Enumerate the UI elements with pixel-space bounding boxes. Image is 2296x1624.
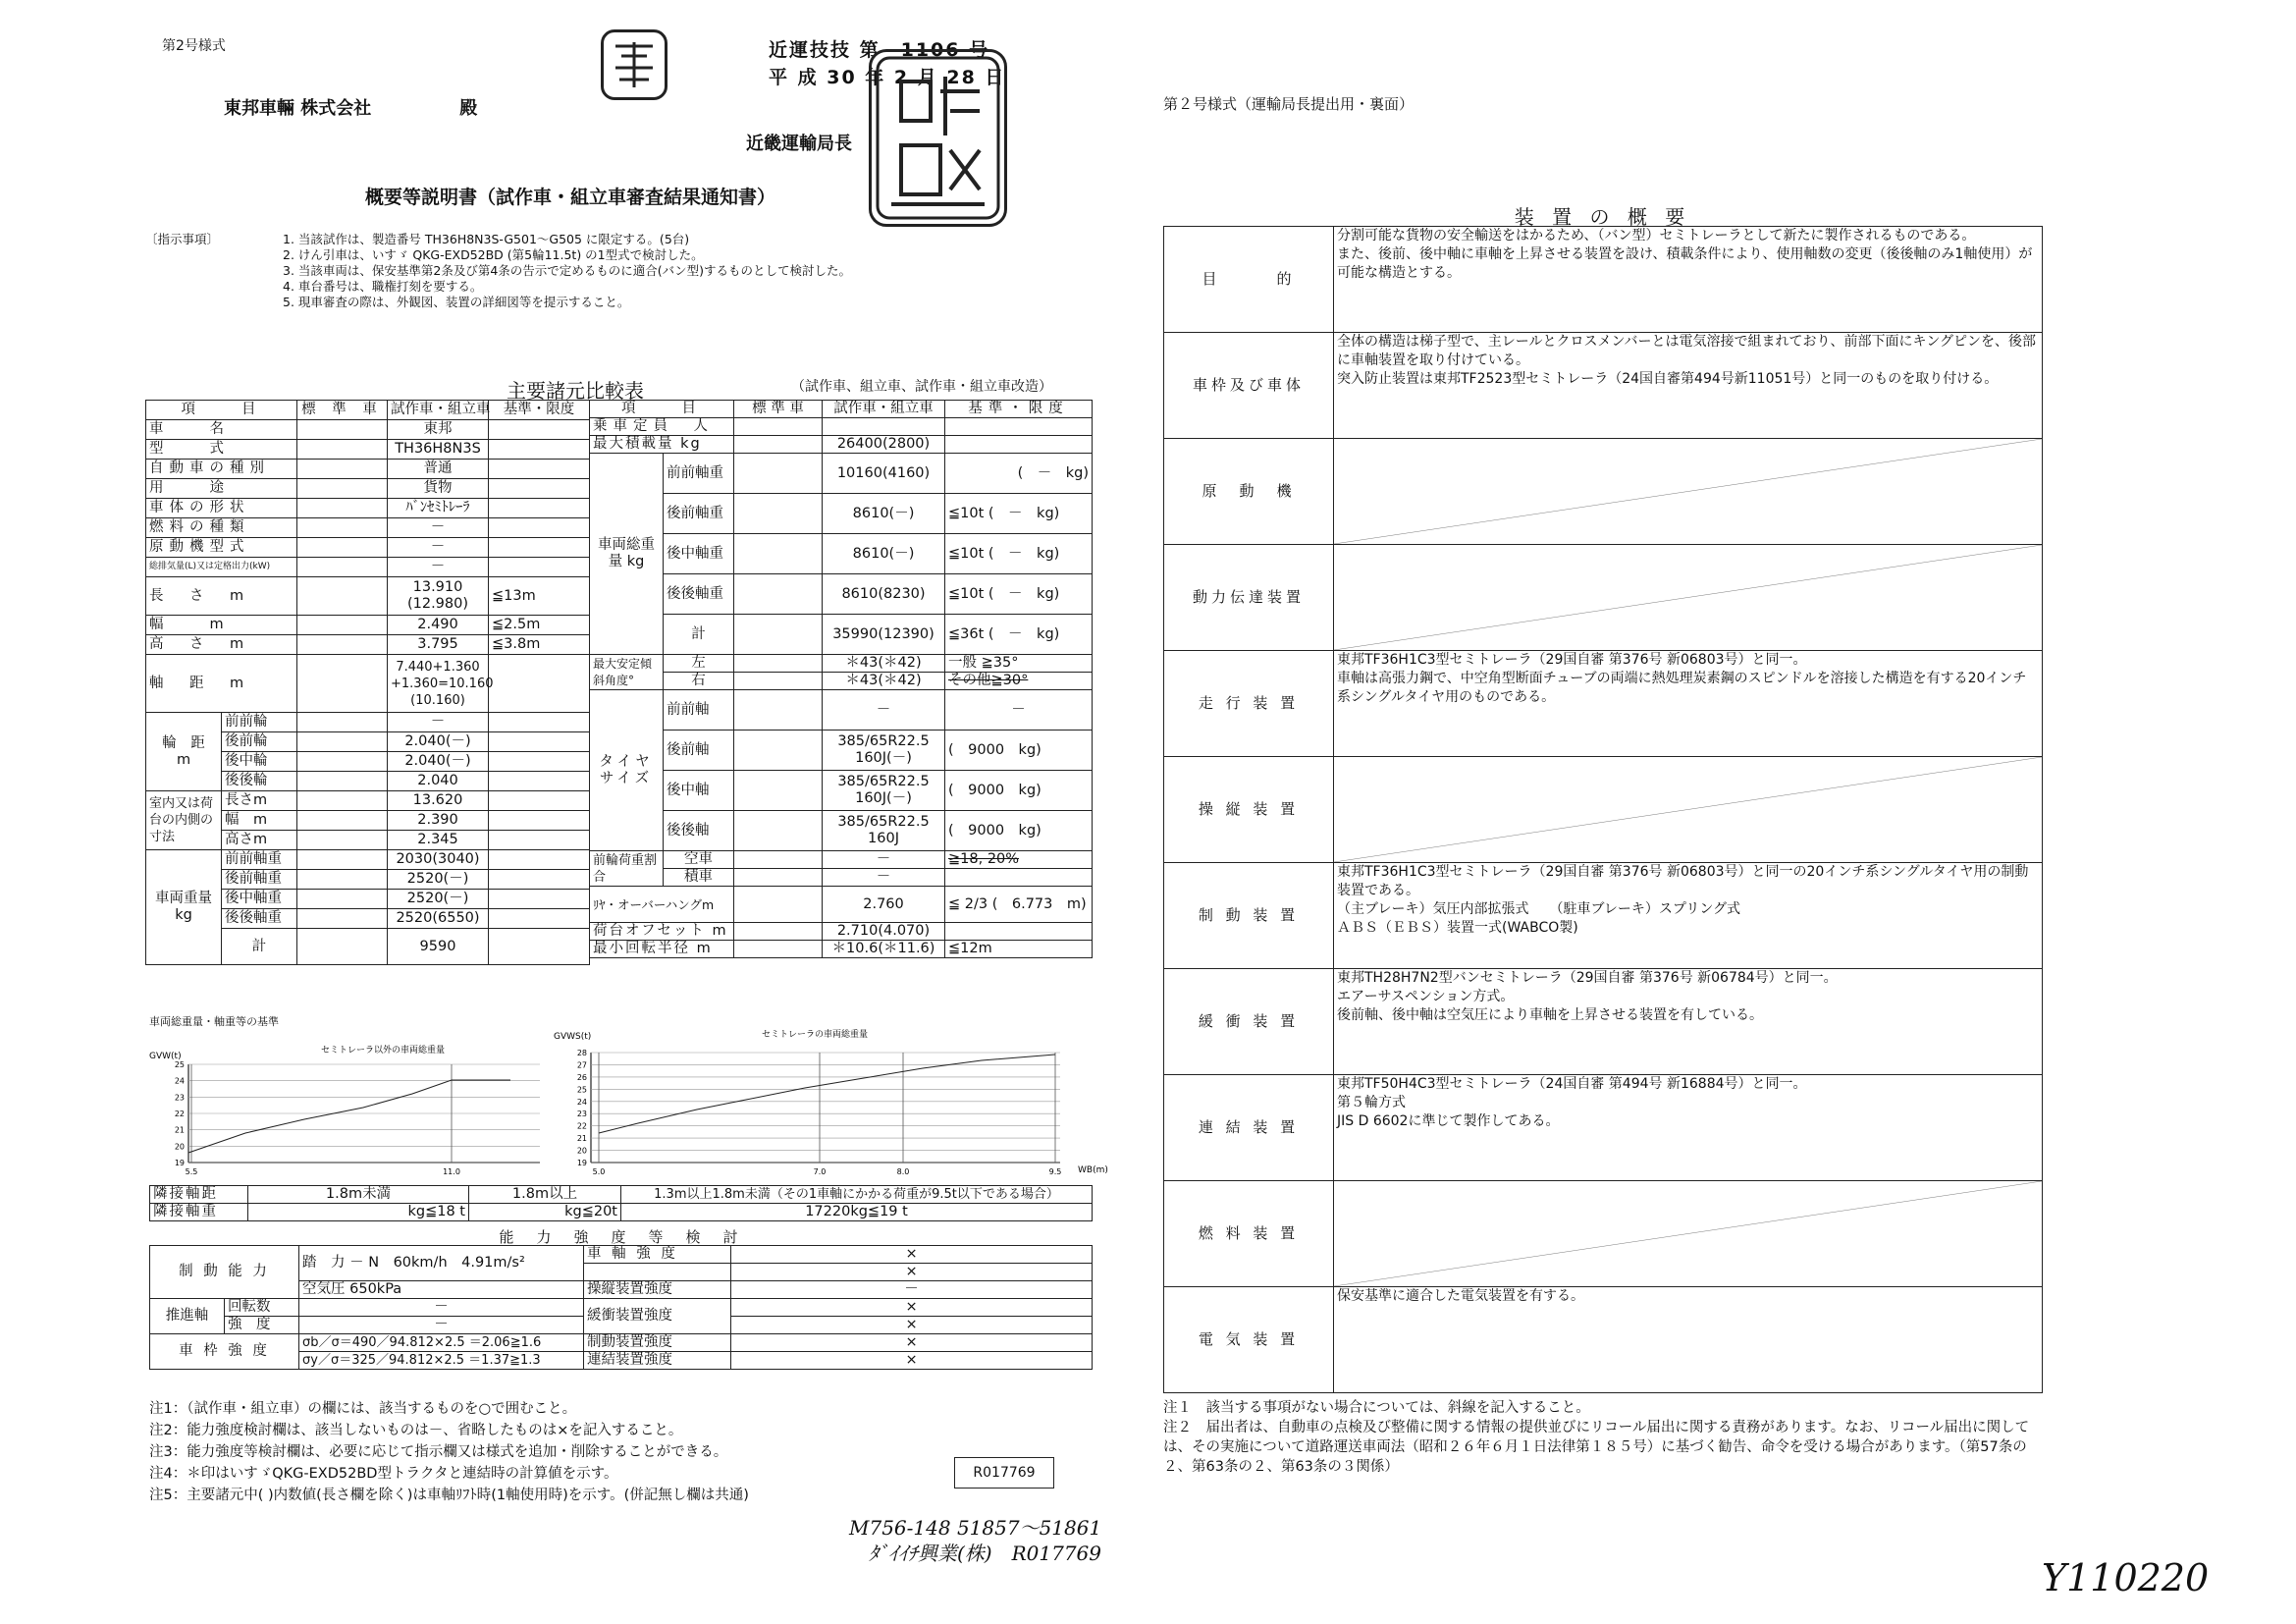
stability-row-limit: 一般 ≧35° [945, 655, 1093, 673]
device-row [1164, 439, 2043, 545]
turning-radius-limit: ≦12m [945, 941, 1093, 958]
cargo-row-name: 幅 m [222, 811, 297, 831]
drive-row-value: － [299, 1299, 584, 1317]
y-tick-label: 22 [174, 1110, 185, 1118]
form-label-right: 第２号様式（運輸局長提出用・裏面） [1163, 95, 1415, 113]
turning-radius-label: 最小回転半径 m [590, 941, 734, 958]
tread-row-value: － [388, 713, 489, 732]
device-row [1164, 227, 2043, 333]
offset-value: 2.710(4.070) [823, 923, 945, 941]
weight-row-name: 後後軸重 [222, 909, 297, 929]
tire-row-limit: ( 9000 kg) [945, 731, 1093, 771]
weight-row-value: 9590 [388, 929, 489, 965]
row-label: 車体の形状 [146, 499, 297, 518]
device-row [1164, 1287, 2043, 1393]
right-title: 装 置 の 概 要 [1514, 205, 1691, 229]
check-value: × [731, 1264, 1093, 1281]
height-label: 高 さ m [146, 635, 297, 655]
handwritten-note-1: M756-148 51857～51861 [849, 1516, 1102, 1540]
stability-row-value: ＊43(＊42) [823, 673, 945, 690]
length-value: 13.910 (12.980) [388, 577, 489, 616]
cargo-label: 室内又は荷台の内側の寸法 [146, 791, 222, 850]
frame-strength-label: 車 枠 強 度 [150, 1334, 299, 1370]
device-row [1164, 969, 2043, 1075]
device-description [1334, 1181, 2043, 1287]
device-label: 制 動 装 置 [1164, 863, 1334, 969]
spec-table-left [145, 400, 590, 965]
chart-xlabel: WB(m) [1078, 1165, 1108, 1175]
tire-row-name: 前前軸 [664, 690, 734, 731]
front-load-row-limit: ≧18, 20% [945, 851, 1093, 869]
note: 注１ 該当する事項がない場合については、斜線を記入すること。 [1163, 1400, 1590, 1416]
device-label: 走 行 装 置 [1164, 651, 1334, 757]
cargo-row-name: 高さm [222, 831, 297, 850]
device-description: 東邦TH28H7N2型バンセミトレーラ（29国自審 第376号 新06784号）と同一。 エアーサスペンション方式。 後前軸、後中軸は空気圧により車軸を上昇させる装置を有している。 [1334, 969, 2043, 1075]
weight-row-value: 2520(－) [388, 890, 489, 909]
weight-row-value: 2520(6550) [388, 909, 489, 929]
tread-row-name: 後中輪 [222, 752, 297, 772]
adjacent-cell: kg≦18 t [248, 1204, 469, 1221]
addressee: 東邦車輛 株式会社 殿 [224, 98, 478, 119]
tread-row-value: 2.040(－) [388, 732, 489, 752]
overhang-value: 2.760 [823, 887, 945, 923]
device-row [1164, 863, 2043, 969]
gross-row-name: 後前軸重 [664, 494, 734, 534]
adjacent-label: 隣接軸距 [150, 1186, 248, 1204]
height-value: 3.795 [388, 635, 489, 655]
approval-stamp [601, 29, 667, 100]
instruction-2: 2. けん引車は、いすゞ QKG-EXD52BD (第5輪11.5t) の1型式で検討した。 [283, 247, 704, 262]
row-label: 乗車定員 人 [590, 418, 734, 436]
x-tick-label: 8.0 [896, 1167, 910, 1176]
tread-row-value: 2.040 [388, 772, 489, 791]
y-tick-label: 19 [576, 1159, 587, 1167]
tire-row-value: 385/65R22.5 160J(－) [823, 731, 945, 771]
row-label: 燃料の種類 [146, 518, 297, 538]
device-row [1164, 1075, 2043, 1181]
row-value: ﾊﾞﾝｾﾐﾄﾚｰﾗ [388, 499, 489, 518]
weight-row-name: 後前軸重 [222, 870, 297, 890]
chart-title: セミトレーラの車両総重量 [761, 1030, 869, 1040]
row-label: 最大積載量 kg [590, 436, 734, 454]
row-value: 東邦 [388, 420, 489, 440]
x-tick-label: 9.5 [1048, 1167, 1062, 1176]
device-label: 連 結 装 置 [1164, 1075, 1334, 1181]
device-label: 燃 料 装 置 [1164, 1181, 1334, 1287]
y-tick-label: 25 [576, 1085, 587, 1095]
device-row [1164, 757, 2043, 863]
capacity-table [149, 1245, 1093, 1370]
cargo-row-name: 長さm [222, 791, 297, 811]
check-value: × [731, 1334, 1093, 1352]
front-load-label: 前輪荷重割合 [590, 851, 664, 887]
instruction-4: 4. 車台番号は、職権打刻を要する。 [283, 279, 483, 294]
doc-number: 近運技技 第 1106 号 [769, 39, 990, 61]
device-overview-table [1163, 226, 2043, 1393]
device-description [1334, 439, 2043, 545]
spec-table-right [589, 400, 1093, 958]
issuer: 近畿運輸局長 [746, 134, 852, 154]
y-tick-label: 25 [174, 1060, 185, 1069]
x-tick-label: 11.0 [443, 1167, 460, 1176]
row-label: 原動機型式 [146, 538, 297, 558]
note: 注２ 届出者は、自動車の点検及び整備に関する情報の提供並びにリコール届出に関する責務があります。なお、リコール届出に関しては、その実施について道路運送車両法（昭和２６年６月１日法律第１８５号）に基づく勧告、命令を受ける場合があります。（第57条の２、第63条の２、第63条の３関係） [1163, 1420, 2030, 1475]
device-description: 全体の構造は梯子型で、主レールとクロスメンバーとは電気溶接で組まれており、前部下面にキングピンを、後部に車軸装置を取り付けている。 突入防止装置は東邦TF2523型セミトレーラ（24国自審第494号新11051号）と同一のものを取り付ける。 [1334, 333, 2043, 439]
row-value: － [388, 518, 489, 538]
row-value: － [388, 538, 489, 558]
y-tick-label: 24 [576, 1097, 587, 1107]
check-name [584, 1264, 731, 1281]
header-prototype: 試作車・組立車 [823, 401, 945, 418]
device-label: 車枠及び車体 [1164, 333, 1334, 439]
width-limit: ≦2.5m [489, 616, 590, 635]
instruction-1: 1. 当該試作は、製造番号 TH36H8N3S-G501～G505 に限定する。(5台) [283, 232, 690, 246]
wheelbase-label: 軸 距 m [146, 655, 297, 713]
front-load-row-name: 積車 [664, 869, 734, 887]
device-label: 緩 衝 装 置 [1164, 969, 1334, 1075]
y-tick-label: 23 [576, 1110, 587, 1119]
adjacent-cell: 1.8m以上 [469, 1186, 621, 1204]
front-load-row-value: － [823, 851, 945, 869]
device-description: 東邦TF36H1C3型セミトレーラ（29国自審 第376号 新06803号）と同一の20インチ系シングルタイヤ用の制動装置である。 （主ブレーキ）気圧内部拡張式 （駐車ブレーキ）スプリング式 ＡＢＳ（ＥＢＳ）装置一式(WABCO製) [1334, 863, 2043, 969]
gross-row-value: 8610(－) [823, 534, 945, 574]
gross-weight-label: 車両総重量 kg [590, 454, 664, 655]
check-value: × [731, 1352, 1093, 1370]
tread-row-value: 2.040(－) [388, 752, 489, 772]
tire-row-limit: ( 9000 kg) [945, 811, 1093, 851]
device-description [1334, 757, 2043, 863]
device-label: 原 動 機 [1164, 439, 1334, 545]
tire-row-name: 後後軸 [664, 811, 734, 851]
note: 注5：主要諸元中( )内数値(長さ欄を除く)は車軸ﾘﾌﾄ時(1軸使用時)を示す。(併記無し欄は共通) [149, 1488, 749, 1503]
row-value: 貨物 [388, 479, 489, 499]
tire-row-name: 後前軸 [664, 731, 734, 771]
row-label: 総排気量(L)又は定格出力(kW) [146, 558, 297, 577]
limit-step [188, 1080, 510, 1153]
weight-row-name: 計 [222, 929, 297, 965]
overhang-limit: ≦ 2/3 ( 6.773 m) [945, 887, 1093, 923]
header-limit: 基準・限度 [489, 401, 590, 420]
device-row [1164, 333, 2043, 439]
chart-ylabel: GVW(t) [149, 1052, 182, 1061]
gross-row-value: 10160(4160) [823, 454, 945, 494]
stability-label: 最大安定傾斜角度° [590, 655, 664, 690]
row-label: 車 名 [146, 420, 297, 440]
adjacent-label: 隣接軸重 [150, 1204, 248, 1221]
gross-row-limit: ≦10t ( － kg) [945, 494, 1093, 534]
gross-row-limit: ( － kg) [945, 454, 1093, 494]
row-value: 26400(2800) [823, 436, 945, 454]
document-title: 概要等説明書（試作車・組立車審査結果通知書） [365, 187, 776, 208]
brake-line-1: 踏 力 － N 60km/h 4.91m/s² [299, 1246, 584, 1281]
row-value: TH36H8N3S [388, 440, 489, 460]
drive-row-name: 回転数 [225, 1299, 299, 1317]
weight-row-value: 2030(3040) [388, 850, 489, 870]
check-value: × [731, 1299, 1093, 1317]
width-value: 2.490 [388, 616, 489, 635]
device-row [1164, 651, 2043, 757]
front-load-row-value: － [823, 869, 945, 887]
row-label: 自動車の種別 [146, 460, 297, 479]
brake-capacity-label: 制 動 能 力 [150, 1246, 299, 1299]
y-tick-label: 23 [174, 1093, 185, 1103]
check-name: 制動装置強度 [584, 1334, 731, 1352]
chart-title: セミトレーラ以外の車両総重量 [320, 1046, 446, 1056]
tire-row-limit: － [945, 690, 1093, 731]
limit-step [599, 1055, 1055, 1133]
chart-gvws [550, 1025, 1108, 1182]
handwritten-note-2: ﾀﾞｲｲﾁ興業(株) R017769 [869, 1542, 1102, 1565]
diagonal-strike [1334, 545, 2042, 650]
check-name: 操縦装置強度 [584, 1281, 731, 1299]
device-row [1164, 545, 2043, 651]
form-label-left: 第2号様式 [162, 38, 226, 54]
official-seal [869, 49, 1007, 227]
note: 注2：能力強度検討欄は、該当しないものは－、省略したものは×を記入すること。 [149, 1423, 683, 1438]
instructions-list [283, 232, 851, 310]
header-standard: 標 準 車 [297, 401, 388, 420]
tire-row-value: － [823, 690, 945, 731]
tire-row-value: 385/65R22.5 160J(－) [823, 771, 945, 811]
tread-row-name: 後後輪 [222, 772, 297, 791]
diagonal-strike [1334, 757, 2042, 862]
adjacent-cell: 1.3m以上1.8m未満（その1車軸にかかる荷重が9.5t以下である場合） [621, 1186, 1093, 1204]
device-row [1164, 1181, 2043, 1287]
instructions-label: 〔指示事項〕 [145, 232, 220, 246]
chart-section-label: 車両総重量・軸重等の基準 [149, 1015, 279, 1028]
stability-row-limit: その他≧30° [945, 673, 1093, 690]
y-tick-label: 22 [576, 1121, 587, 1131]
y-tick-label: 28 [576, 1049, 587, 1057]
drive-row-name: 強 度 [225, 1317, 299, 1334]
diagonal-strike [1334, 1181, 2042, 1286]
check-name: 連結装置強度 [584, 1352, 731, 1370]
weight-row-name: 前前軸重 [222, 850, 297, 870]
gross-row-name: 後後軸重 [664, 574, 734, 615]
chart-gvw [147, 1025, 560, 1182]
front-load-row-name: 空車 [664, 851, 734, 869]
note: 注1：（試作車・組立車）の欄には、該当するものを○で囲むこと。 [149, 1401, 577, 1417]
gross-row-value: 35990(12390) [823, 615, 945, 655]
device-label: 操 縦 装 置 [1164, 757, 1334, 863]
device-label: 動力伝達装置 [1164, 545, 1334, 651]
adjacent-cell: 1.8m未満 [248, 1186, 469, 1204]
row-value: 普通 [388, 460, 489, 479]
gross-row-limit: ≦10t ( － kg) [945, 534, 1093, 574]
cargo-row-value: 13.620 [388, 791, 489, 811]
tire-row-value: 385/65R22.5 160J [823, 811, 945, 851]
weight-row-value: 2520(－) [388, 870, 489, 890]
row-value: － [388, 558, 489, 577]
notes-left [149, 1398, 749, 1506]
device-description: 東邦TF50H4C3型セミトレーラ（24国自審 第494号 新16884号）と同一。 第５輪方式 JIS D 6602に準じて製作してある。 [1334, 1075, 2043, 1181]
gross-row-name: 後中軸重 [664, 534, 734, 574]
length-limit: ≦13m [489, 577, 590, 616]
gross-row-limit: ≦36t ( － kg) [945, 615, 1093, 655]
y-tick-label: 26 [576, 1072, 587, 1082]
y-tick-label: 21 [174, 1125, 185, 1135]
device-description [1334, 545, 2043, 651]
device-label: 電 気 装 置 [1164, 1287, 1334, 1393]
check-name: 車 軸 強 度 [584, 1246, 731, 1264]
adjacent-cell: 17220kg≦19 t [621, 1204, 1093, 1221]
header-item: 項 目 [146, 401, 297, 420]
header-limit: 基準・限度 [945, 401, 1093, 418]
x-tick-label: 5.5 [185, 1167, 198, 1176]
header-item: 項 目 [590, 401, 734, 418]
gross-row-name: 前前軸重 [664, 454, 734, 494]
notes-right [1163, 1398, 2047, 1477]
adjacent-axle-table [149, 1185, 1093, 1221]
tire-size-label: タイヤサイズ [590, 690, 664, 851]
header-standard: 標 準 車 [734, 401, 823, 418]
chart-ylabel: GVWS(t) [554, 1032, 592, 1042]
vehicle-weight-label: 車両重量 kg [146, 850, 222, 965]
gross-row-name: 計 [664, 615, 734, 655]
gross-row-value: 8610(8230) [823, 574, 945, 615]
drive-shaft-label: 推進軸 [150, 1299, 225, 1334]
reference-box: R017769 [954, 1457, 1054, 1489]
gross-row-limit: ≦10t ( － kg) [945, 574, 1093, 615]
x-tick-label: 5.0 [592, 1167, 606, 1176]
y-tick-label: 19 [174, 1159, 185, 1167]
adjacent-cell: kg≦20t [469, 1204, 621, 1221]
frame-row: σb／σ＝490／94.812×2.5 ＝2.06≧1.6 [299, 1334, 584, 1352]
note: 注4：＊印はいすゞQKG-EXD52BD型トラクタと連結時の計算値を示す。 [149, 1466, 618, 1482]
cargo-row-value: 2.390 [388, 811, 489, 831]
length-label: 長 さ m [146, 577, 297, 616]
handwritten-corner-number: Y110220 [2042, 1556, 2210, 1599]
height-limit: ≦3.8m [489, 635, 590, 655]
offset-label: 荷台オフセット m [590, 923, 734, 941]
tire-row-name: 後中軸 [664, 771, 734, 811]
check-name: 緩衝装置強度 [584, 1299, 731, 1334]
stability-row-value: ＊43(＊42) [823, 655, 945, 673]
brake-line-2: 空気圧 650kPa [299, 1281, 584, 1299]
y-tick-label: 21 [576, 1134, 587, 1144]
diagonal-strike [1334, 439, 2042, 544]
check-value: × [731, 1317, 1093, 1334]
header-prototype: 試作車・組立車 [388, 401, 489, 420]
weight-row-name: 後中軸重 [222, 890, 297, 909]
capacity-title: 能 力 強 度 等 検 討 [499, 1228, 742, 1246]
row-label: 用 途 [146, 479, 297, 499]
row-value [823, 418, 945, 436]
y-tick-label: 20 [174, 1142, 185, 1152]
instruction-5: 5. 現車審査の際は、外観図、装置の詳細図等を提示すること。 [283, 295, 630, 309]
device-label: 目 的 [1164, 227, 1334, 333]
tread-label: 輪 距 m [146, 713, 222, 791]
stability-row-name: 左 [664, 655, 734, 673]
doc-date: 平 成 30 年 2 月 28 日 [769, 67, 1006, 88]
y-tick-label: 24 [174, 1076, 185, 1086]
tread-row-name: 後前輪 [222, 732, 297, 752]
row-label: 型 式 [146, 440, 297, 460]
device-description: 東邦TF36H1C3型セミトレーラ（29国自審 第376号 新06803号）と同一。 車軸は高張力鋼で、中空角型断面チューブの両端に熱処理炭素鋼のスピンドルを溶接した構造を有する20インチ系シングルタイヤ用のものである。 [1334, 651, 2043, 757]
frame-row: σy／σ＝325／94.812×2.5 ＝1.37≧1.3 [299, 1352, 584, 1370]
y-tick-label: 27 [576, 1060, 587, 1070]
width-label: 幅 m [146, 616, 297, 635]
check-value: × [731, 1246, 1093, 1264]
wheelbase-value: 7.440+1.360 +1.360=10.160 (10.160) [388, 655, 489, 713]
overhang-label: ﾘﾔ・オーバーハングm [590, 887, 734, 923]
turning-radius-value: ＊10.6(＊11.6) [823, 941, 945, 958]
y-tick-label: 20 [576, 1146, 587, 1156]
cargo-row-value: 2.345 [388, 831, 489, 850]
drive-row-value: － [299, 1317, 584, 1334]
check-value: － [731, 1281, 1093, 1299]
x-tick-label: 7.0 [813, 1167, 827, 1176]
spec-title: 主要諸元比較表 [507, 379, 644, 403]
note: 注3：能力強度等検討欄は、必要に応じて指示欄又は様式を追加・削除することができる。 [149, 1444, 728, 1460]
spec-type-note: （試作車、組立車、試作車・組立車改造） [791, 379, 1052, 395]
stability-row-name: 右 [664, 673, 734, 690]
gross-row-value: 8610(－) [823, 494, 945, 534]
instruction-3: 3. 当該車両は、保安基準第2条及び第4条の告示で定めるものに適合(バン型)するものとして検討した。 [283, 263, 852, 278]
device-description: 保安基準に適合した電気装置を有する。 [1334, 1287, 2043, 1393]
tire-row-limit: ( 9000 kg) [945, 771, 1093, 811]
tread-row-name: 前前輪 [222, 713, 297, 732]
device-description: 分割可能な貨物の安全輸送をはかるため、（バン型）セミトレーラとして新たに製作されるものである。 また、後前、後中軸に車軸を上昇させる装置を設け、積載条件により、使用軸数の変更（後後軸のみ1軸使用）が可能な構造とする。 [1334, 227, 2043, 333]
